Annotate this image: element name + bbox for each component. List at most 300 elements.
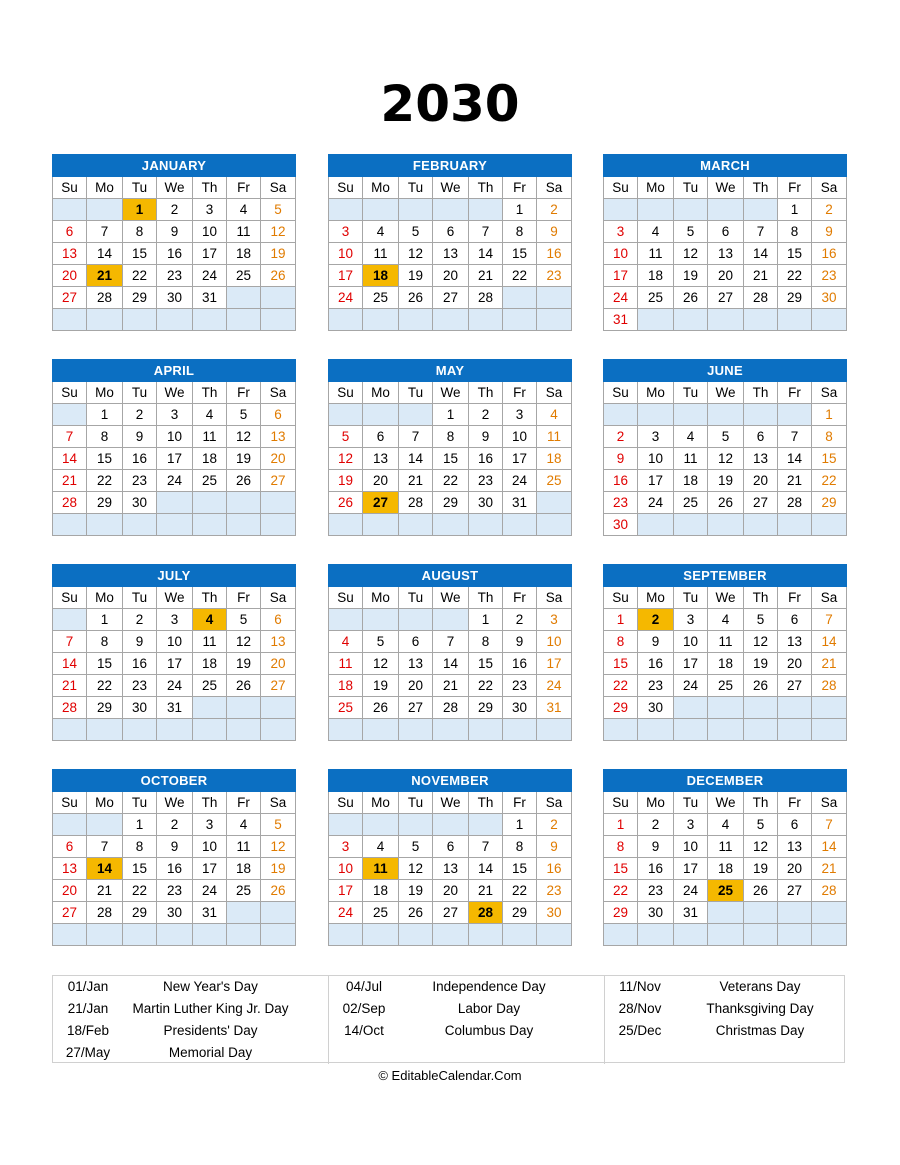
empty-cell [744,697,778,719]
day-cell: 1 [87,404,123,426]
empty-cell [227,902,261,924]
empty-cell [537,492,572,514]
day-cell: 3 [604,221,638,243]
month-name: SEPTEMBER [604,565,847,587]
day-cell: 24 [674,880,708,902]
day-cell: 19 [227,448,261,470]
weekday-label: Th [469,792,503,814]
day-cell: 19 [399,880,433,902]
empty-cell [53,309,87,331]
day-cell: 27 [708,287,744,309]
empty-cell [638,309,674,331]
weekday-label: Th [193,792,227,814]
day-cell: 23 [812,265,847,287]
day-cell: 16 [123,448,157,470]
day-cell: 20 [53,880,87,902]
day-cell: 15 [87,448,123,470]
empty-cell [87,924,123,946]
empty-cell [227,287,261,309]
day-cell: 16 [157,858,193,880]
day-cell: 25 [329,697,363,719]
day-cell: 8 [604,836,638,858]
holiday-name: Memorial Day [168,1045,253,1060]
holiday-name: Columbus Day [444,1023,534,1038]
day-cell: 2 [638,814,674,836]
day-cell: 10 [329,858,363,880]
empty-cell [157,309,193,331]
empty-cell [193,924,227,946]
day-cell: 12 [744,836,778,858]
empty-cell [399,309,433,331]
weekday-label: We [157,177,193,199]
day-cell: 6 [744,426,778,448]
empty-cell [261,287,296,309]
day-cell: 14 [812,631,847,653]
day-cell: 3 [157,404,193,426]
empty-cell [261,924,296,946]
day-cell: 18 [363,880,399,902]
day-cell: 31 [674,902,708,924]
empty-cell [674,199,708,221]
day-cell: 4 [638,221,674,243]
day-cell: 31 [157,697,193,719]
day-cell: 15 [604,653,638,675]
day-cell: 27 [261,675,296,697]
weekday-label: Mo [363,382,399,404]
weekday-label: Th [193,382,227,404]
holiday-column [328,976,605,1064]
day-cell: 27 [744,492,778,514]
day-cell: 11 [537,426,572,448]
day-cell: 8 [503,836,537,858]
day-cell: 13 [778,836,812,858]
day-cell: 13 [433,243,469,265]
day-cell: 7 [744,221,778,243]
day-cell: 26 [227,470,261,492]
day-cell: 7 [778,426,812,448]
empty-cell [503,719,537,741]
day-cell: 7 [469,836,503,858]
empty-cell [744,902,778,924]
day-cell: 28 [469,287,503,309]
day-cell: 12 [227,426,261,448]
day-cell: 21 [53,675,87,697]
empty-cell [604,404,638,426]
empty-cell [227,514,261,536]
day-cell: 28 [469,902,503,924]
day-cell: 2 [503,609,537,631]
empty-cell [193,697,227,719]
day-cell: 23 [537,265,572,287]
day-cell: 16 [638,653,674,675]
empty-cell [87,309,123,331]
holiday-row [53,1020,328,1042]
empty-cell [433,924,469,946]
day-cell: 24 [157,470,193,492]
empty-cell [363,924,399,946]
day-cell: 17 [674,858,708,880]
holiday-name: Independence Day [432,979,546,994]
empty-cell [604,199,638,221]
day-cell: 27 [261,470,296,492]
day-cell: 28 [87,287,123,309]
day-cell: 10 [157,426,193,448]
empty-cell [363,514,399,536]
holiday-row [329,1020,605,1042]
day-cell: 15 [123,243,157,265]
weekday-label: Sa [812,382,847,404]
weekday-label: Sa [261,792,296,814]
day-cell: 29 [604,902,638,924]
day-cell: 13 [53,858,87,880]
empty-cell [53,814,87,836]
empty-cell [812,697,847,719]
holiday-row [605,998,846,1020]
empty-cell [123,719,157,741]
footer-copyright: © EditableCalendar.Com [378,1068,522,1083]
weekday-label: Th [744,792,778,814]
day-cell: 27 [778,675,812,697]
empty-cell [503,924,537,946]
empty-cell [227,697,261,719]
day-cell: 16 [503,653,537,675]
day-cell: 2 [157,814,193,836]
empty-cell [537,514,572,536]
day-cell: 23 [123,470,157,492]
empty-cell [157,492,193,514]
day-cell: 7 [469,221,503,243]
day-cell: 5 [363,631,399,653]
month-name: AUGUST [329,565,572,587]
empty-cell [744,199,778,221]
empty-cell [638,719,674,741]
day-cell: 14 [744,243,778,265]
weekday-label: Fr [503,792,537,814]
day-cell: 27 [53,902,87,924]
day-cell: 21 [87,880,123,902]
day-cell: 16 [157,243,193,265]
day-cell: 15 [123,858,157,880]
holiday-date: 14/Oct [344,1023,384,1038]
day-cell: 17 [503,448,537,470]
day-cell: 26 [261,265,296,287]
day-cell: 4 [708,609,744,631]
day-cell: 7 [812,814,847,836]
day-cell: 20 [778,858,812,880]
day-cell: 27 [399,697,433,719]
day-cell: 24 [674,675,708,697]
day-cell: 2 [123,609,157,631]
day-cell: 5 [329,426,363,448]
empty-cell [157,719,193,741]
empty-cell [329,924,363,946]
weekday-label: We [433,587,469,609]
weekday-label: Tu [674,382,708,404]
day-cell: 4 [193,609,227,631]
day-cell: 12 [227,631,261,653]
day-cell: 15 [433,448,469,470]
day-cell: 20 [53,265,87,287]
empty-cell [261,309,296,331]
day-cell: 26 [261,880,296,902]
empty-cell [433,609,469,631]
weekday-label: Mo [638,792,674,814]
day-cell: 28 [812,675,847,697]
weekday-label: Tu [399,382,433,404]
day-cell: 10 [537,631,572,653]
weekday-label: We [708,587,744,609]
empty-cell [744,514,778,536]
day-cell: 30 [638,902,674,924]
weekday-label: Th [744,587,778,609]
day-cell: 11 [329,653,363,675]
day-cell: 14 [87,243,123,265]
weekday-label: Fr [778,587,812,609]
empty-cell [469,814,503,836]
day-cell: 10 [329,243,363,265]
day-cell: 29 [604,697,638,719]
empty-cell [363,814,399,836]
day-cell: 23 [503,675,537,697]
day-cell: 21 [469,880,503,902]
day-cell: 18 [193,448,227,470]
empty-cell [744,309,778,331]
day-cell: 2 [812,199,847,221]
day-cell: 8 [433,426,469,448]
day-cell: 20 [261,653,296,675]
day-cell: 6 [708,221,744,243]
weekday-label: Su [53,792,87,814]
weekday-label: We [708,792,744,814]
day-cell: 28 [778,492,812,514]
day-cell: 13 [744,448,778,470]
day-cell: 21 [744,265,778,287]
weekday-label: Th [193,177,227,199]
day-cell: 7 [87,836,123,858]
empty-cell [261,492,296,514]
day-cell: 4 [329,631,363,653]
empty-cell [503,287,537,309]
day-cell: 2 [157,199,193,221]
day-cell: 17 [329,265,363,287]
weekday-label: Mo [363,587,399,609]
day-cell: 19 [329,470,363,492]
day-cell: 16 [123,653,157,675]
day-cell: 25 [193,675,227,697]
day-cell: 20 [363,470,399,492]
weekday-label: Fr [778,177,812,199]
day-cell: 4 [708,814,744,836]
day-cell: 22 [433,470,469,492]
day-cell: 11 [227,221,261,243]
day-cell: 5 [399,836,433,858]
holiday-name: Martin Luther King Jr. Day [132,1001,289,1016]
holiday-date: 01/Jan [67,979,109,994]
day-cell: 18 [227,858,261,880]
day-cell: 2 [469,404,503,426]
day-cell: 26 [329,492,363,514]
day-cell: 21 [469,265,503,287]
holiday-row [53,1042,328,1064]
empty-cell [399,514,433,536]
weekday-label: Su [604,587,638,609]
day-cell: 30 [638,697,674,719]
day-cell: 30 [503,697,537,719]
day-cell: 15 [812,448,847,470]
day-cell: 7 [87,221,123,243]
day-cell: 20 [744,470,778,492]
day-cell: 6 [363,426,399,448]
empty-cell [812,719,847,741]
day-cell: 15 [778,243,812,265]
day-cell: 24 [604,287,638,309]
day-cell: 30 [604,514,638,536]
day-cell: 21 [53,470,87,492]
empty-cell [87,514,123,536]
weekday-label: Sa [537,177,572,199]
empty-cell [708,309,744,331]
day-cell: 20 [399,675,433,697]
day-cell: 2 [537,199,572,221]
day-cell: 5 [261,199,296,221]
weekday-label: Th [469,177,503,199]
day-cell: 31 [604,309,638,331]
empty-cell [744,924,778,946]
day-cell: 22 [812,470,847,492]
day-cell: 4 [674,426,708,448]
day-cell: 31 [193,902,227,924]
weekday-label: Mo [87,792,123,814]
day-cell: 31 [537,697,572,719]
month-november [328,769,571,946]
day-cell: 23 [604,492,638,514]
day-cell: 30 [123,697,157,719]
day-cell: 8 [604,631,638,653]
weekday-label: Su [329,792,363,814]
weekday-label: Tu [674,587,708,609]
day-cell: 18 [329,675,363,697]
empty-cell [53,609,87,631]
day-cell: 25 [537,470,572,492]
month-august [328,564,571,741]
day-cell: 9 [604,448,638,470]
empty-cell [123,309,157,331]
day-cell: 8 [123,221,157,243]
empty-cell [744,404,778,426]
day-cell: 22 [778,265,812,287]
weekday-label: Tu [674,792,708,814]
day-cell: 20 [708,265,744,287]
day-cell: 14 [812,836,847,858]
empty-cell [469,199,503,221]
weekday-label: Mo [638,177,674,199]
day-cell: 10 [157,631,193,653]
empty-cell [193,309,227,331]
empty-cell [329,719,363,741]
weekday-label: Su [53,587,87,609]
holiday-date: 25/Dec [618,1023,662,1038]
empty-cell [537,287,572,309]
day-cell: 18 [227,243,261,265]
weekday-label: Sa [537,792,572,814]
day-cell: 31 [193,287,227,309]
weekday-label: Fr [227,177,261,199]
day-cell: 7 [812,609,847,631]
weekday-label: Mo [87,177,123,199]
day-cell: 10 [193,836,227,858]
empty-cell [708,697,744,719]
day-cell: 14 [469,243,503,265]
month-name: OCTOBER [53,770,296,792]
empty-cell [329,404,363,426]
empty-cell [708,902,744,924]
empty-cell [469,924,503,946]
day-cell: 29 [87,492,123,514]
day-cell: 3 [674,609,708,631]
month-name: NOVEMBER [329,770,572,792]
empty-cell [469,719,503,741]
day-cell: 5 [261,814,296,836]
day-cell: 24 [329,902,363,924]
day-cell: 23 [123,675,157,697]
day-cell: 19 [674,265,708,287]
day-cell: 8 [503,221,537,243]
day-cell: 23 [157,265,193,287]
day-cell: 6 [261,404,296,426]
day-cell: 1 [123,814,157,836]
day-cell: 23 [638,675,674,697]
day-cell: 25 [363,287,399,309]
day-cell: 14 [399,448,433,470]
day-cell: 9 [812,221,847,243]
weekday-label: We [433,177,469,199]
day-cell: 17 [157,653,193,675]
empty-cell [193,492,227,514]
day-cell: 13 [433,858,469,880]
day-cell: 17 [674,653,708,675]
holiday-row [329,976,605,998]
day-cell: 11 [674,448,708,470]
empty-cell [399,924,433,946]
day-cell: 6 [53,836,87,858]
day-cell: 12 [708,448,744,470]
day-cell: 26 [744,880,778,902]
day-cell: 30 [537,902,572,924]
weekday-label: Tu [399,587,433,609]
day-cell: 30 [812,287,847,309]
day-cell: 27 [433,902,469,924]
day-cell: 17 [604,265,638,287]
day-cell: 13 [363,448,399,470]
weekday-label: We [157,587,193,609]
day-cell: 3 [638,426,674,448]
day-cell: 27 [433,287,469,309]
empty-cell [604,924,638,946]
empty-cell [469,309,503,331]
day-cell: 15 [469,653,503,675]
day-cell: 14 [778,448,812,470]
holiday-name: New Year's Day [163,979,258,994]
weekday-label: Fr [227,587,261,609]
empty-cell [329,609,363,631]
day-cell: 6 [778,814,812,836]
day-cell: 16 [537,858,572,880]
weekday-label: Sa [537,382,572,404]
day-cell: 28 [53,492,87,514]
day-cell: 13 [708,243,744,265]
day-cell: 11 [708,836,744,858]
empty-cell [329,814,363,836]
